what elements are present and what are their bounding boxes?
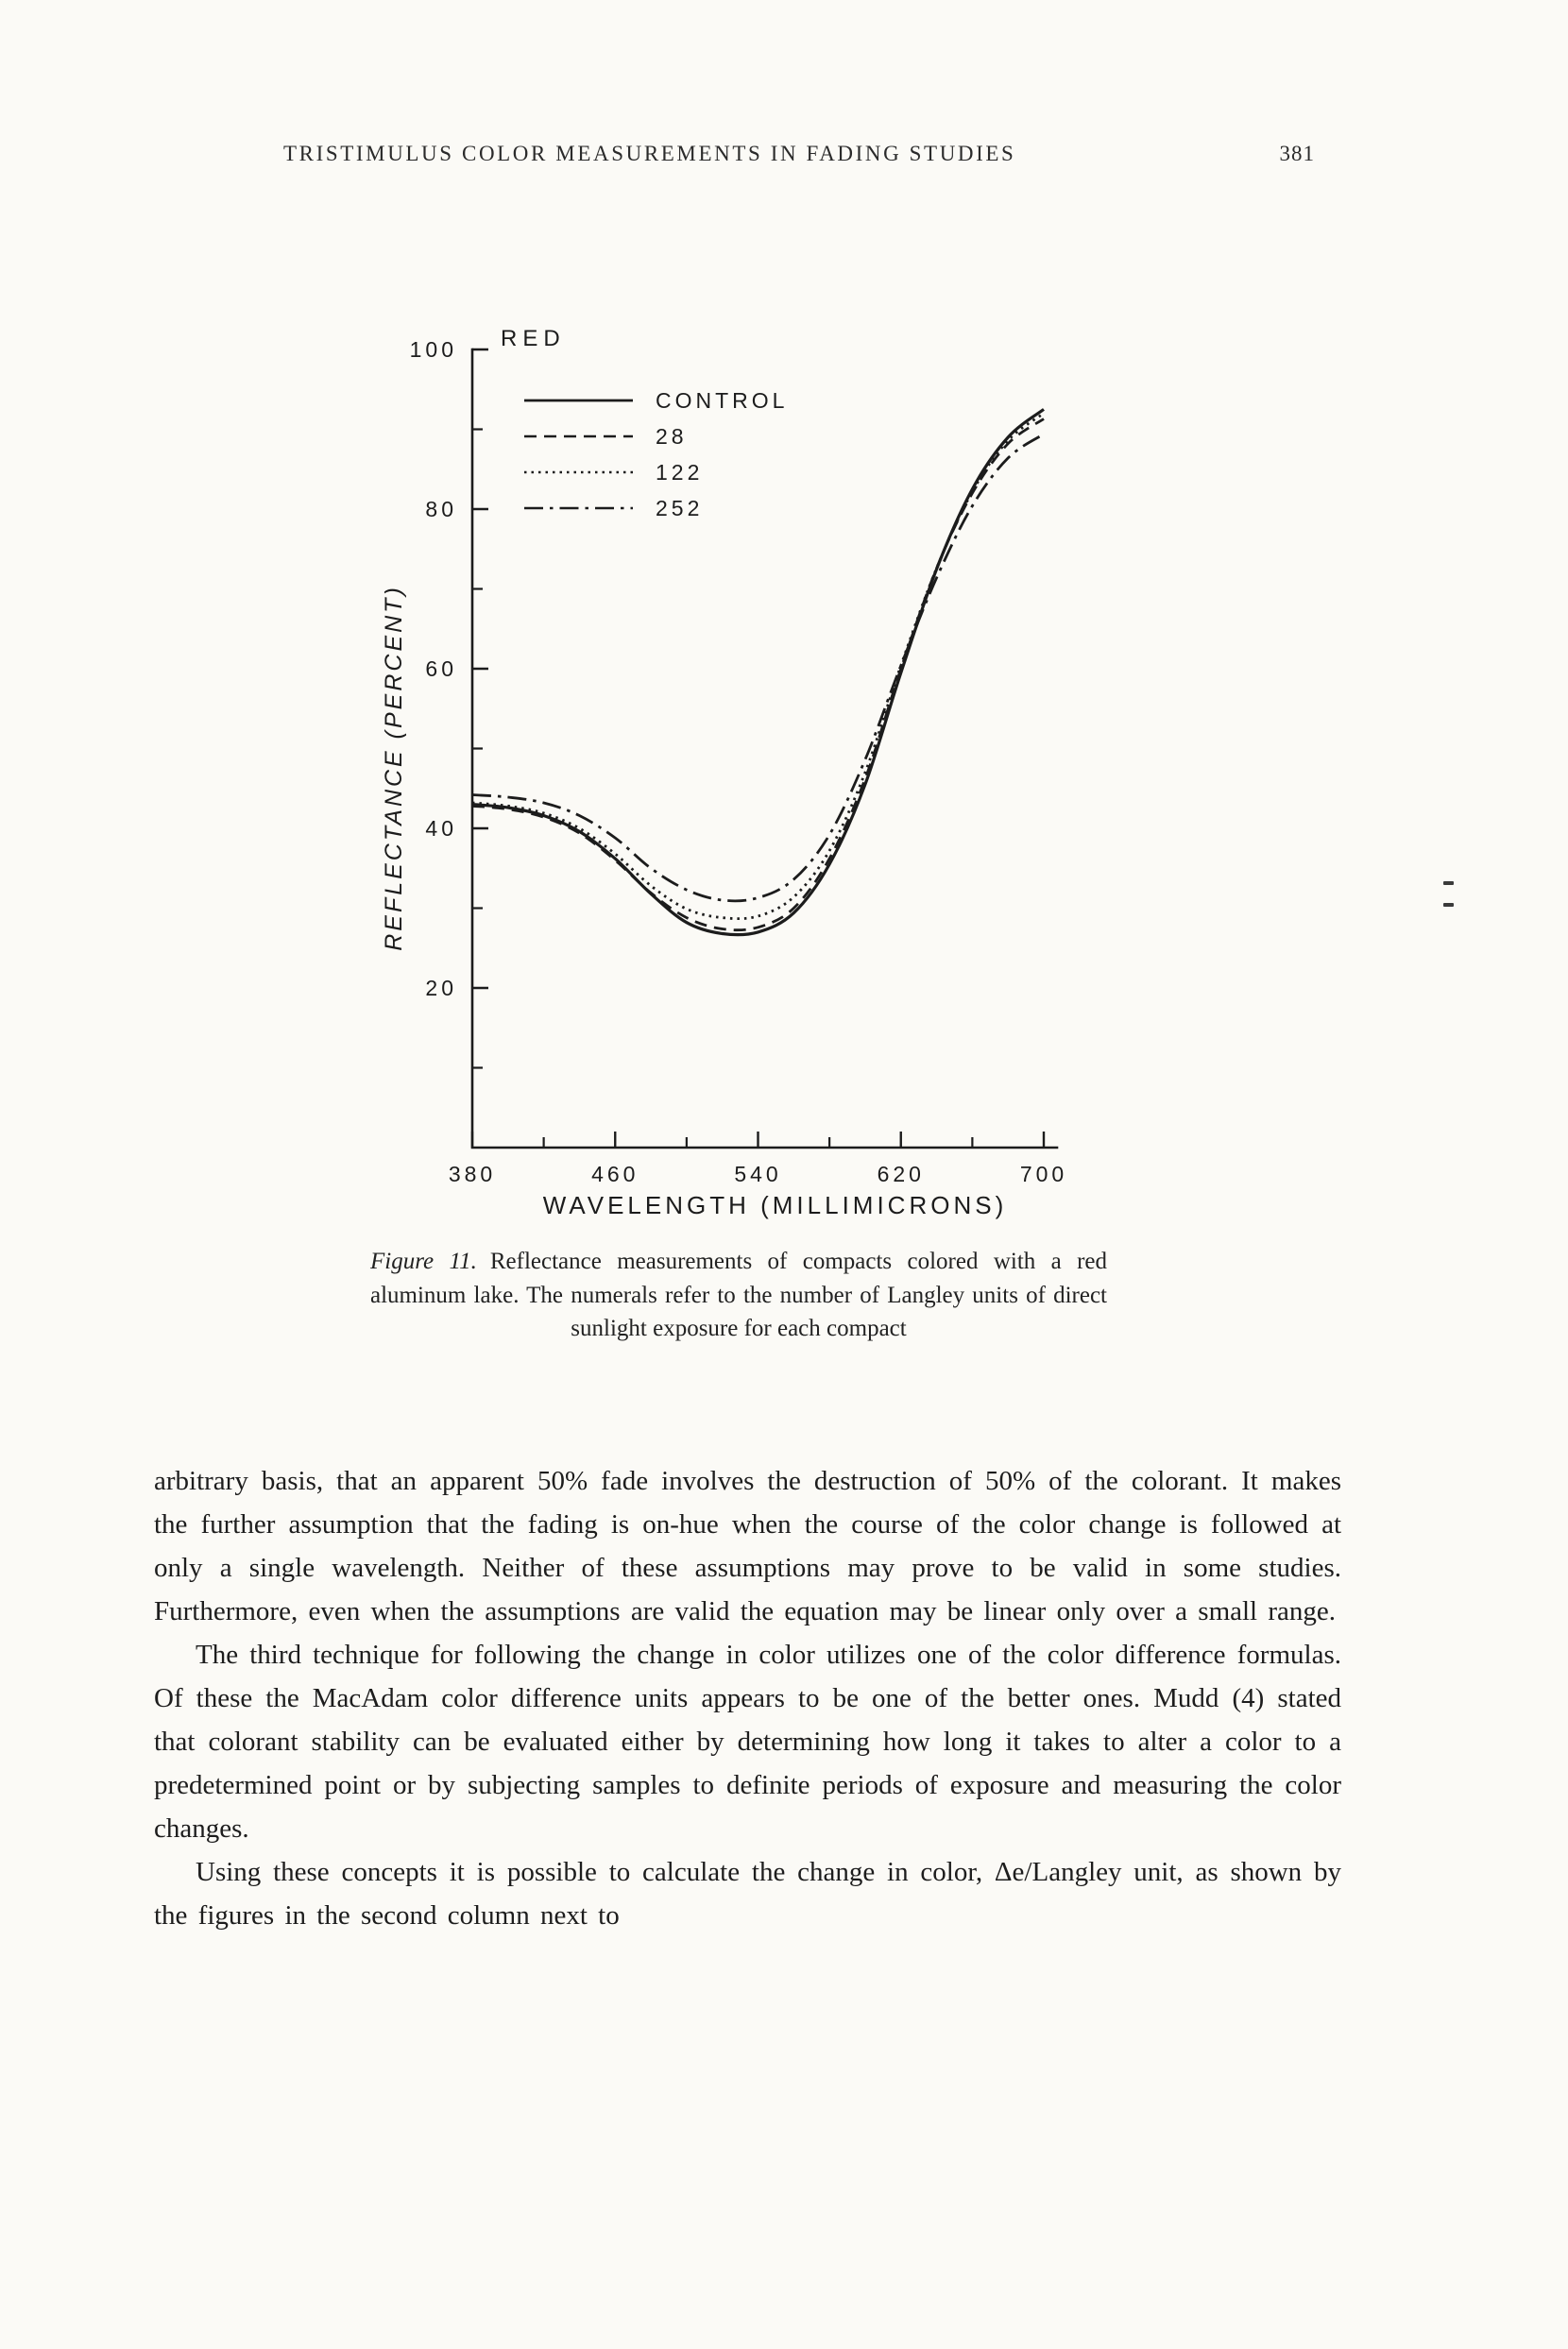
legend [524, 388, 788, 520]
svg-text:380: 380 [448, 1162, 497, 1186]
legend-item-252 [524, 496, 703, 520]
page-header [283, 142, 1315, 166]
svg-text:40: 40 [425, 816, 457, 841]
svg-text:20: 20 [425, 976, 457, 1000]
tick-labels [410, 337, 1068, 1186]
running-head: TRISTIMULUS COLOR MEASUREMENTS IN FADING STUDIES [283, 142, 1016, 165]
series-line-252 [472, 434, 1044, 901]
series-line-CONTROL [472, 409, 1044, 934]
body-text [154, 1459, 1341, 1937]
figure-caption-text: Reflectance measurements of compacts colored with a red aluminum lake. The numerals refer to the number of Langley units of direct sunlight exposure for each compact [370, 1249, 1107, 1341]
svg-text:60: 60 [425, 656, 457, 681]
legend-item-CONTROL [524, 388, 788, 413]
svg-text:460: 460 [591, 1162, 639, 1186]
page-number: 381 [1279, 142, 1315, 165]
legend-label: 252 [656, 496, 704, 520]
reflectance-chart [359, 312, 1115, 1256]
paragraph: Using these concepts it is possible to calculate the change in color, Δe/Langley unit, as shown by the figures in the second column next to [154, 1857, 1341, 1931]
chart-title: RED [501, 326, 566, 351]
series-line-122 [472, 414, 1044, 919]
svg-text:100: 100 [409, 337, 457, 362]
legend-item-28 [524, 424, 688, 449]
y-axis-label: REFLECTANCE (PERCENT) [381, 585, 407, 951]
series-line-28 [472, 419, 1044, 930]
scan-artifact-mark [1443, 903, 1454, 907]
svg-text:80: 80 [425, 497, 457, 521]
svg-text:620: 620 [877, 1162, 925, 1186]
x-axis-label: WAVELENGTH (MILLIMICRONS) [542, 1191, 1008, 1219]
legend-label: CONTROL [656, 388, 789, 413]
svg-text:540: 540 [734, 1162, 782, 1186]
ticks [472, 349, 1044, 1148]
figure-caption [370, 1245, 1107, 1346]
axes [472, 349, 1057, 1148]
legend-label: 28 [656, 424, 688, 449]
paragraph: arbitrary basis, that an apparent 50% fade involves the destruction of 50% of the colorant. It makes the further assumption that the fading is on-hue when the course of the color change is followed at only a single wavelength. Neither of these assumptions may prove to be valid in some studies. Furthermore, even when the assumptions are valid the equation may be linear only over a small range. [154, 1466, 1341, 1626]
series-lines [472, 409, 1044, 934]
scan-artifact-mark [1443, 881, 1454, 885]
svg-text:700: 700 [1019, 1162, 1068, 1186]
scan-artifact [1443, 881, 1454, 925]
legend-label: 122 [656, 460, 704, 485]
figure-label: Figure 11. [370, 1249, 477, 1274]
paragraph: The third technique for following the change in color utilizes one of the color difference formulas. Of these the MacAdam color difference units appears to be one of the better ones. Mudd (4) stated that colorant stability can be evaluated either by determining how long it takes to alter a color to a predetermined point or by subjecting samples to definite periods of exposure and measuring the color changes. [154, 1640, 1341, 1844]
legend-item-122 [524, 460, 703, 485]
